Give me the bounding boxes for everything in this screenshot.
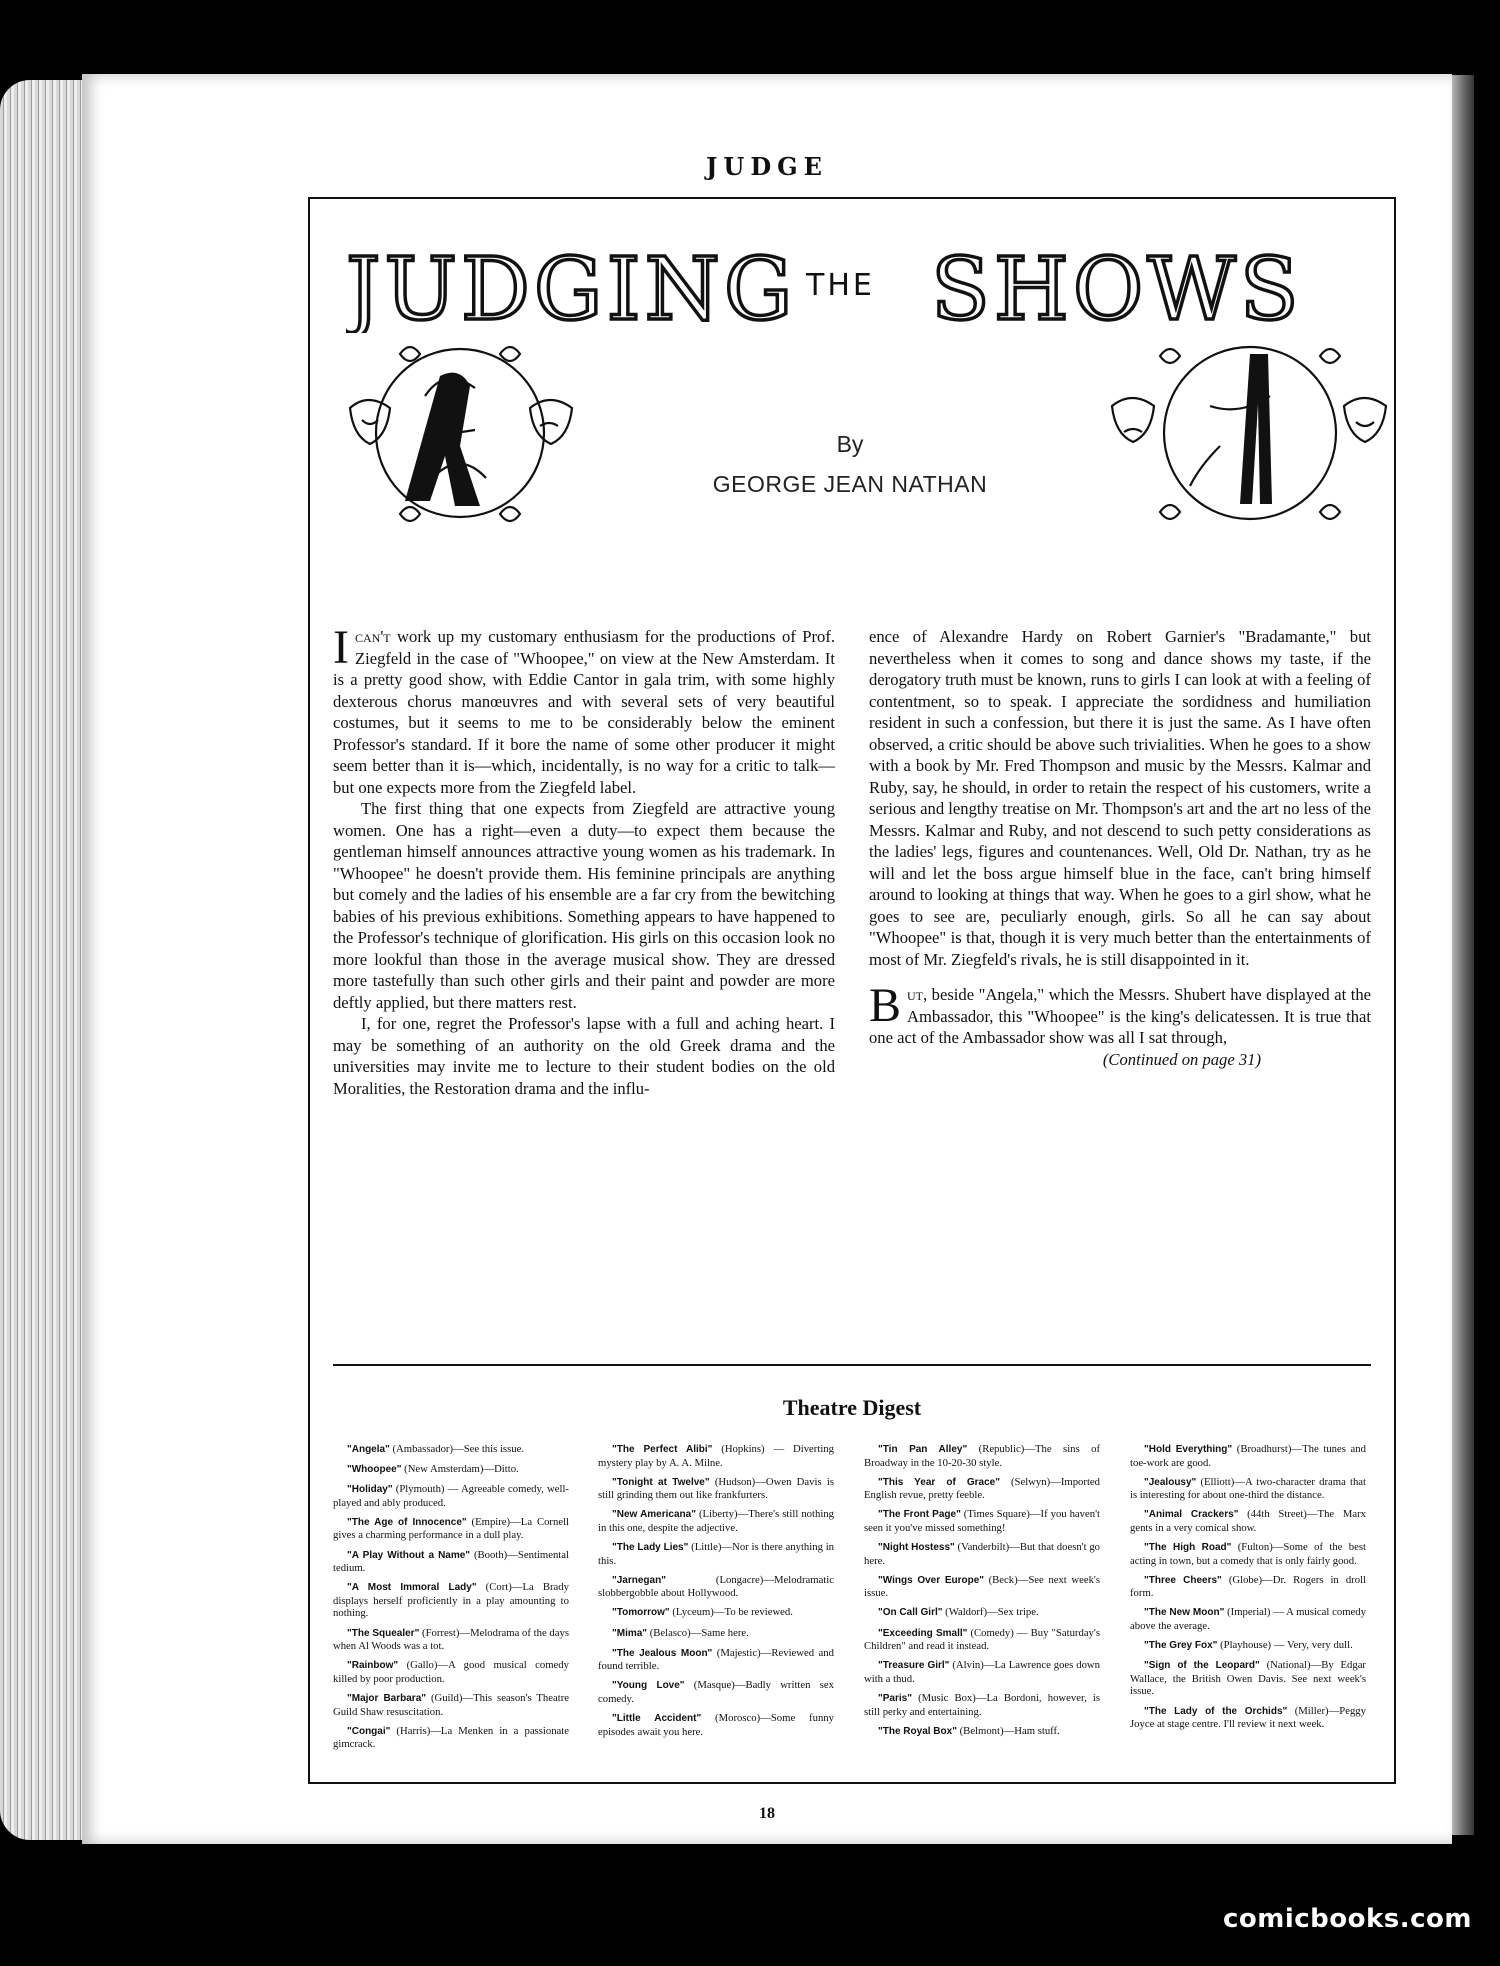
title-lettering [346,233,1358,333]
digest-entry [598,1627,834,1641]
digest-note: (Alvin)—La Lawrence goes down with a thud. [864,1659,1100,1685]
paragraph [333,621,835,798]
digest-entry [1130,1443,1366,1469]
comedy-mask-icon [350,400,390,444]
digest-entry [1130,1508,1366,1534]
digest-note: (National)—By Edgar Wallace, the British Owen Davis. See next week's issue. [1130,1659,1366,1698]
digest-note: (Empire)—La Cornell gives a charming performance in a dull play. [333,1515,570,1542]
title-word-judging: JUDGING [346,240,797,333]
digest-entry [598,1712,834,1738]
tragedy-mask-icon [530,400,572,444]
digest-show-title: "Tomorrow" [612,1607,670,1619]
digest-show-title: "Hold Everything" [1144,1444,1233,1455]
digest-entry [598,1679,834,1705]
illustration-right [1110,336,1390,526]
dancer-figure [1240,354,1272,504]
magazine-page [82,74,1452,1844]
dancer-figure [405,373,480,506]
article-column-1 [333,621,835,1099]
digest-show-title: "Whoopee" [347,1464,402,1476]
digest-note: (Imperial) — A musical comedy above the average. [1130,1606,1366,1633]
digest-entry [598,1476,834,1502]
digest-note: (Morosco)—Some funny episodes await you here. [598,1712,834,1738]
digest-show-title: "Little Accident" [612,1713,702,1724]
digest-entry [864,1627,1100,1653]
digest-show-title: "Congai" [347,1725,391,1737]
continued-note: (Continued on page 31) [1102,1049,1261,1069]
digest-show-title: "The Lady Lies" [612,1542,689,1554]
digest-column-3 [864,1443,1100,1745]
digest-show-title: "Exceeding Small" [878,1627,968,1639]
digest-show-title: "Sign of the Leopard" [1144,1660,1260,1672]
title-word-shows: SHOWS [931,240,1303,333]
digest-column-4 [1130,1443,1366,1737]
running-head: JUDGE [706,152,828,181]
digest-note: (Vanderbilt)—But that doesn't go here. [864,1541,1101,1567]
digest-note: (Gallo)—A good musical comedy killed by poor production. [333,1659,569,1685]
digest-entry [333,1549,569,1575]
digest-note: (Guild)—This season's Theatre Guild Shaw resuscitation. [333,1691,569,1718]
article-frame [308,197,1396,1784]
digest-entry [598,1574,834,1600]
digest-entry [1130,1541,1366,1567]
byline-by: By [836,431,864,457]
digest-show-title: "Angela" [347,1444,390,1455]
digest-show-title: "Paris" [878,1692,912,1704]
digest-entry [864,1574,1100,1600]
digest-show-title: "The Perfect Alibi" [612,1444,713,1455]
digest-show-title: "The Grey Fox" [1144,1640,1218,1652]
drop-cap: B [869,979,902,1032]
digest-note: (Comedy) — Buy "Saturday's Children" and read it instead. [864,1626,1100,1653]
digest-note: (Fulton)—Some of the best acting in town, but a comedy that is only fairly good. [1130,1541,1366,1567]
digest-show-title: "This Year of Grace" [878,1476,1000,1488]
digest-entry [864,1541,1100,1567]
digest-show-title: "The Front Page" [878,1509,961,1521]
digest-show-title: "Wings Over Europe" [878,1574,985,1586]
page-number: 18 [759,1805,775,1822]
digest-entry [1130,1659,1366,1698]
digest-note: (Belasco)—Same here. [647,1626,749,1639]
digest-note: (Hudson)—Owen Davis is still grinding them out like frankfurters. [598,1475,834,1502]
digest-entry [864,1692,1100,1718]
digest-entry [333,1516,569,1542]
digest-entry [598,1647,834,1673]
section-divider [333,1364,1371,1366]
digest-note: (Belmont)—Ham stuff. [956,1724,1060,1737]
digest-note: (Waldorf)—Sex tripe. [942,1606,1039,1619]
digest-show-title: "Young Love" [612,1680,685,1692]
digest-entry [333,1581,569,1620]
digest-entry [864,1606,1100,1620]
digest-entry [333,1483,569,1509]
digest-entry [333,1659,569,1685]
digest-title: Theatre Digest [782,1395,922,1420]
paragraph-text: work up my customary enthusiasm for the productions of Prof. Ziegfeld in the case of "Whoopee," on view at the New Amsterdam. It is a pretty good show, with Eddie Cantor in gala trim, with some highly dexterous chorus manœuvres and with several sets of very beautiful costumes, but it seems to me to be considerably below the eminent Professor's standard. If it bore the name of some other producer it might seem better than it is—which, incidentally, is no way for a critic to talk—but one expects more from the Ziegfeld label. [333,627,835,797]
digest-note: (Beck)—See next week's issue. [864,1573,1100,1600]
digest-note: (Miller)—Peggy Joyce at stage centre. I'll review it next week. [1130,1704,1366,1731]
digest-note: (Republic)—The sins of Broadway in the 10-20-30 style. [864,1443,1100,1469]
lead-smallcaps: ut, [907,985,928,1004]
digest-column-2 [598,1443,834,1745]
digest-show-title: "The New Moon" [1144,1607,1225,1619]
digest-note: (Playhouse) — Very, very dull. [1217,1639,1353,1652]
digest-entry [333,1443,569,1457]
drop-cap: I [333,621,349,674]
article-column-2 [869,626,1371,1070]
paragraph: The first thing that one expects from Ziegfeld are attractive young women. One has a right—even a duty—to expect them because the gentleman himself announces attractive young women as his trademark. In "Whoopee" he doesn't provide them. His feminine principals are anything but comely and the ladies of his ensemble are a far cry from the bewitching babies of his previous exhibitions. Something appears to have happened to the Professor's technique of glorification. His girls on this occasion look no more lookful than those in the average musical show. They are dressed more tastefully than such other girls and their paint and powder are more deftly applied, but there matters rest. [333,799,835,1012]
digest-column-1 [333,1443,569,1757]
digest-show-title: "The Squealer" [347,1627,420,1639]
digest-show-title: "New Americana" [612,1509,696,1521]
digest-entry [333,1692,569,1718]
comedy-mask-icon [1344,398,1386,442]
paragraph: I, for one, regret the Professor's lapse with a full and aching heart. I may be something of an authority on the old Greek drama and the universities may invite me to lecture to their student bodies on the old Moralities, the Restoration drama and the influ- [333,1014,835,1098]
paragraph [869,979,1371,1049]
source-watermark: comicbooks.com [1222,1904,1472,1934]
digest-entry [333,1463,569,1477]
digest-entry [864,1443,1100,1469]
digest-note: (Forrest)—Melodrama of the days when Al Woods was a tot. [333,1626,569,1653]
digest-show-title: "Three Cheers" [1144,1574,1222,1586]
digest-note: (Masque)—Badly written sex comedy. [598,1679,834,1705]
title-banner [346,233,1358,333]
digest-show-title: "Night Hostess" [878,1542,955,1554]
title-word-the: THE [806,268,875,303]
digest-entry [333,1627,569,1653]
digest-entry [598,1508,834,1534]
digest-entry [1130,1476,1366,1502]
digest-note: (Booth)—Sentimental tedium. [333,1548,569,1575]
digest-note: (Elliott)—A two-character drama that is interesting for about one-third the distance. [1130,1475,1366,1502]
digest-note: (Plymouth) — Agreeable comedy, well-played and ably produced. [333,1483,569,1509]
digest-show-title: "The Age of Innocence" [347,1516,467,1528]
article-body [333,621,1371,1326]
digest-show-title: "A Most Immoral Lady" [347,1582,477,1594]
digest-entry [598,1606,834,1620]
digest-note: (44th Street)—The Marx gents in a very comical show. [1130,1508,1366,1534]
digest-show-title: "Major Barbara" [347,1692,426,1704]
digest-entry [1130,1606,1366,1632]
digest-note: (Lyceum)—To be reviewed. [669,1606,793,1619]
digest-show-title: "Rainbow" [347,1660,399,1672]
digest-entry [864,1476,1100,1502]
lead-smallcaps: can't [354,627,391,646]
tragedy-mask-icon [1112,398,1154,442]
digest-show-title: "Jealousy" [1144,1476,1197,1488]
digest-entry [864,1725,1100,1739]
digest-note: (Globe)—Dr. Rogers in droll form. [1130,1573,1367,1600]
paragraph-text: beside "Angela," which the Messrs. Shubert have displayed at the Ambassador, this "Whoopee" is the king's delicatessen. It is true that one act of the Ambassador show was all I sat through, [869,985,1371,1047]
digest-show-title: "Jarnegan" [612,1574,666,1586]
digest-note: (Times Square)—If you haven't seen it you've missed something! [864,1508,1101,1534]
digest-entry [1130,1705,1366,1731]
digest-show-title: "On Call Girl" [878,1607,943,1619]
digest-show-title: "Holiday" [347,1484,393,1496]
digest-entry [598,1541,834,1567]
digest-show-title: "The High Road" [1144,1542,1232,1554]
digest-note: (Majestic)—Reviewed and found terrible. [598,1646,834,1673]
digest-note: (Harris)—La Menken in a passionate gimcrack. [333,1724,569,1751]
digest-note: (Longacre)—Melodramatic slobbergobble about Hollywood. [598,1573,834,1600]
digest-note: (Selwyn)—Imported English revue, pretty feeble. [864,1475,1101,1502]
digest-entry [864,1508,1100,1534]
digest-show-title: "The Royal Box" [878,1725,957,1737]
digest-show-title: "The Jealous Moon" [612,1647,713,1659]
digest-note: (Hopkins) — Diverting mystery play by A. A. Milne. [598,1443,834,1469]
theatre-digest [333,1443,1371,1763]
digest-note: (Broadhurst)—The tunes and toe-work are good. [1130,1443,1366,1469]
digest-entry [864,1659,1100,1685]
digest-note: (Ambassador)—See this issue. [389,1443,524,1455]
digest-note: (Music Box)—La Bordoni, however, is still perky and entertaining. [864,1691,1100,1718]
digest-note: (Liberty)—There's still nothing in this one, despite the adjective. [598,1508,834,1534]
digest-note: (Little)—Nor is there anything in this. [598,1541,835,1567]
digest-show-title: "The Lady of the Orchids" [1144,1705,1288,1717]
digest-show-title: "Animal Crackers" [1144,1509,1239,1521]
digest-note: (New Amsterdam)—Ditto. [401,1463,519,1476]
digest-note: (Cort)—La Brady displays herself proficiently in a play amounting to nothing. [333,1581,569,1620]
digest-entry [1130,1574,1366,1600]
digest-entry [333,1725,569,1751]
illustration-left [330,336,590,526]
digest-show-title: "Mima" [612,1627,648,1639]
digest-show-title: "Tin Pan Alley" [878,1444,968,1455]
digest-show-title: "Treasure Girl" [878,1660,950,1672]
digest-show-title: "Tonight at Twelve" [612,1476,710,1488]
author-name: GEORGE JEAN NATHAN [712,471,988,497]
digest-entry [598,1443,834,1469]
digest-entry [1130,1639,1366,1653]
digest-show-title: "A Play Without a Name" [347,1549,471,1561]
paragraph: ence of Alexandre Hardy on Robert Garnier's "Bradamante," but nevertheless when it comes to song and dance shows my taste, if the derogatory truth must be known, runs to girls I can look at with a feeling of contentment, so to speak. I appreciate the sordidness and humiliation resident in such a confession, but there it is just the same. As I have often observed, a critic should be above such trivialities. When he goes to a show with a book by Mr. Fred Thompson and music by the Messrs. Kalmar and Ruby, say, he should, in order to retain the respect of his customers, write a serious and lengthy treatise on Mr. Thompson's art and the art no less of the Messrs. Kalmar and Ruby, and not descend to such petty considerations as the ladies' legs, figures and countenances. Well, Old Dr. Nathan, try as he will and let the boss argue himself blue in the face, can't bring himself around to looking at things that way. When he goes to a girl show, what he goes to see are, peculiarly enough, girls. So all he can say about "Whoopee" is that, though it is very much better than the entertainments of most of Mr. Ziegfeld's rivals, he is still disappointed in it. [869,627,1371,969]
